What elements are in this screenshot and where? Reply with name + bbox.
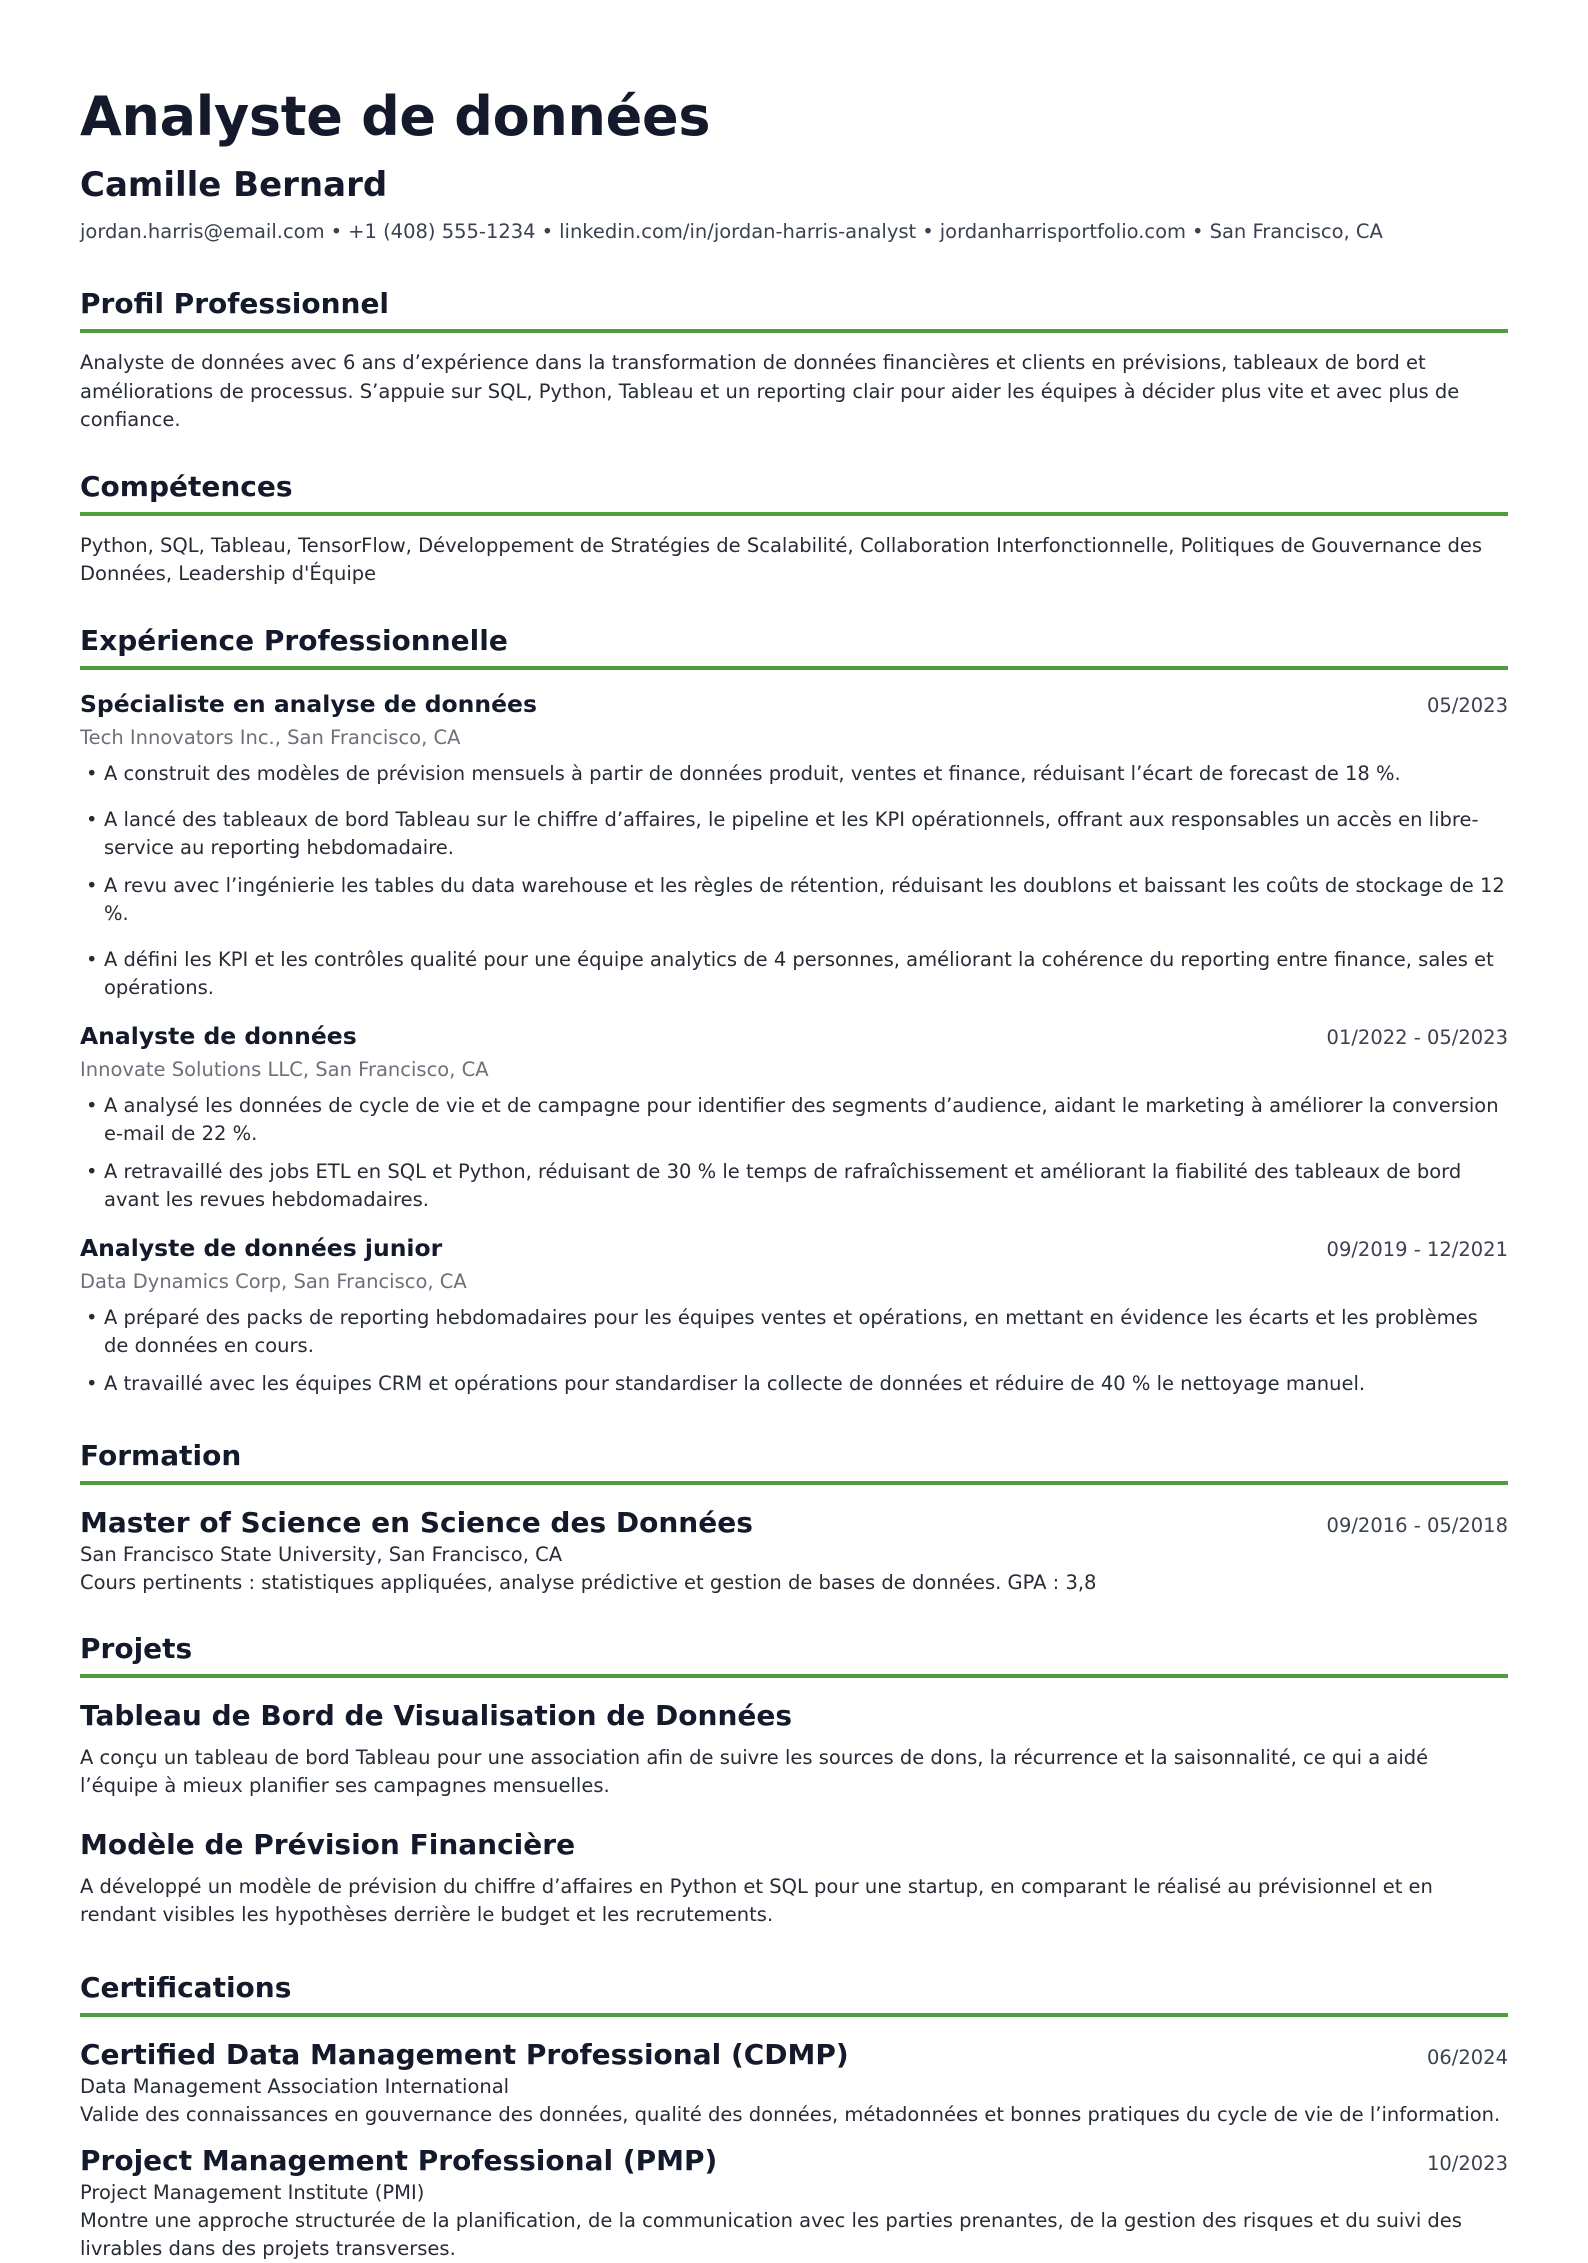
contact-separator: • [922,220,934,243]
profile-section [80,286,1508,435]
project-title: Modèle de Prévision Financière [80,1827,576,1861]
job-title: Spécialiste en analyse de données [80,689,537,718]
job-title: Analyste de données junior [80,1233,443,1262]
job-title: Analyste de données [80,1021,357,1050]
project-text: A développé un modèle de prévision du chiffre d’affaires en Python et SQL pour une startup, en comparant le réalisé au prévisionnel et en rendant visibles les hypothèses derrière le budget et les recrutements. [80,1874,1433,1926]
job-company: Innovate Solutions LLC, San Francisco, CA [80,1057,489,1081]
candidate-name: Camille Bernard [80,165,388,205]
project-entry [80,1827,1508,1930]
contact-portfolio[interactable]: jordanharrisportfolio.com [939,220,1187,243]
project-text: A conçu un tableau de bord Tableau pour une association afin de suivre les sources de dons, la récurrence et la saisonnalité, ce qui a aidé l’équipe à mieux planifier ses campagnes mensuelles. [80,1745,1429,1797]
contact-line [80,218,1508,246]
school-name: San Francisco State University, San Francisco, CA [80,1542,563,1566]
certification-issuer: Data Management Association International [80,2074,510,2098]
project-title: Tableau de Bord de Visualisation de Données [80,1698,793,1732]
job-entry [80,1020,1508,1214]
job-bullet: • A revu avec l’ingénierie les tables du data warehouse et les règles de rétention, réduisant les doublons et baissant les coûts de stockage de 12 %. [80,872,1508,928]
job-bullet: • A retravaillé des jobs ETL en SQL et Python, réduisant de 30 % le temps de rafraîchissement et améliorant la fiabilité des tableaux de bord avant les revues hebdomadaires. [80,1158,1508,1214]
certification-date: 10/2023 [1426,2151,1508,2175]
projects-section [80,1631,1508,1930]
job-bullets [80,1304,1508,1398]
certifications-heading: Certifications [80,1970,1508,2017]
job-company: Tech Innovators Inc., San Francisco, CA [80,725,461,749]
contact-linkedin[interactable]: linkedin.com/in/jordan-harris-analyst [559,220,917,243]
contact-separator: • [1192,220,1204,243]
job-bullet: • A analysé les données de cycle de vie et de campagne pour identifier des segments d’audience, aidant le marketing à améliorer la conversion e-mail de 22 %. [80,1092,1508,1148]
certification-entry [80,2037,1508,2129]
certification-issuer: Project Management Institute (PMI) [80,2180,425,2204]
education-heading: Formation [80,1438,1508,1485]
certification-title: Certified Data Management Professional (CDMP) [80,2037,849,2071]
skills-heading: Compétences [80,469,1508,516]
skills-section [80,469,1508,589]
job-bullet: • A lancé des tableaux de bord Tableau sur le chiffre d’affaires, le pipeline et les KPI opérationnels, offrant aux responsables un accès en libre-service au reporting hebdomadaire. [80,806,1508,862]
job-bullets [80,1092,1508,1214]
job-bullet: • A défini les KPI et les contrôles qualité pour une équipe analytics de 4 personnes, améliorant la cohérence du reporting entre finance, sales et opérations. [80,946,1508,1002]
resume-title: Analyste de données [80,85,711,148]
job-date: 09/2019 - 12/2021 [1326,1237,1508,1261]
contact-location: San Francisco, CA [1209,220,1383,243]
skills-text: Python, SQL, Tableau, TensorFlow, Développement de Stratégies de Scalabilité, Collaboration Interfonctionnelle, Politiques de Gouvernance des Données, Leadership d'Équipe [80,533,1482,585]
job-entry [80,1232,1508,1398]
job-bullet: • A construit des modèles de prévision mensuels à partir de données produit, ventes et finance, réduisant l’écart de forecast de 18 %. [80,760,1508,788]
profile-heading: Profil Professionnel [80,286,1508,333]
experience-heading: Expérience Professionnelle [80,623,1508,670]
contact-separator: • [330,220,343,243]
profile-text: Analyste de données avec 6 ans d’expérience dans la transformation de données financières et clients en prévisions, tableaux de bord et améliorations de processus. S’appuie sur SQL, Python, Tableau et un reporting clair pour aider les équipes à décider plus vite et avec plus de confiance. [80,351,1460,431]
job-bullet: • A travaillé avec les équipes CRM et opérations pour standardiser la collecte de données et réduire de 40 % le nettoyage manuel. [80,1370,1508,1398]
contact-phone: +1 (408) 555-1234 [348,220,536,243]
certification-title: Project Management Professional (PMP) [80,2143,718,2177]
job-company: Data Dynamics Corp, San Francisco, CA [80,1269,467,1293]
experience-section [80,623,1508,1398]
contact-email[interactable]: jordan.harris@email.com [80,220,325,243]
job-date: 01/2022 - 05/2023 [1326,1025,1508,1049]
certifications-section [80,1970,1508,2263]
job-date: 05/2023 [1426,693,1508,717]
certification-text: Valide des connaissances en gouvernance des données, qualité des données, métadonnées et bonnes pratiques du cycle de vie de l’information. [80,2102,1501,2126]
education-details: Cours pertinents : statistiques appliquées, analyse prédictive et gestion de bases de données. GPA : 3,8 [80,1570,1097,1594]
education-date: 09/2016 - 05/2018 [1326,1513,1508,1537]
education-entry [80,1505,1508,1597]
projects-heading: Projets [80,1631,1508,1678]
project-entry [80,1698,1508,1801]
job-entry [80,688,1508,1002]
certification-text: Montre une approche structurée de la planification, de la communication avec les parties prenantes, de la gestion des risques et du suivi des livrables dans des projets transverses. [80,2208,1462,2260]
certification-entry [80,2143,1508,2263]
contact-separator: • [541,220,554,243]
degree-title: Master of Science en Science des Données [80,1505,753,1539]
education-section [80,1438,1508,1597]
job-bullet: • A préparé des packs de reporting hebdomadaires pour les équipes ventes et opérations, en mettant en évidence les écarts et les problèmes de données en cours. [80,1304,1508,1360]
certification-date: 06/2024 [1426,2045,1508,2069]
job-bullets [80,760,1508,1002]
